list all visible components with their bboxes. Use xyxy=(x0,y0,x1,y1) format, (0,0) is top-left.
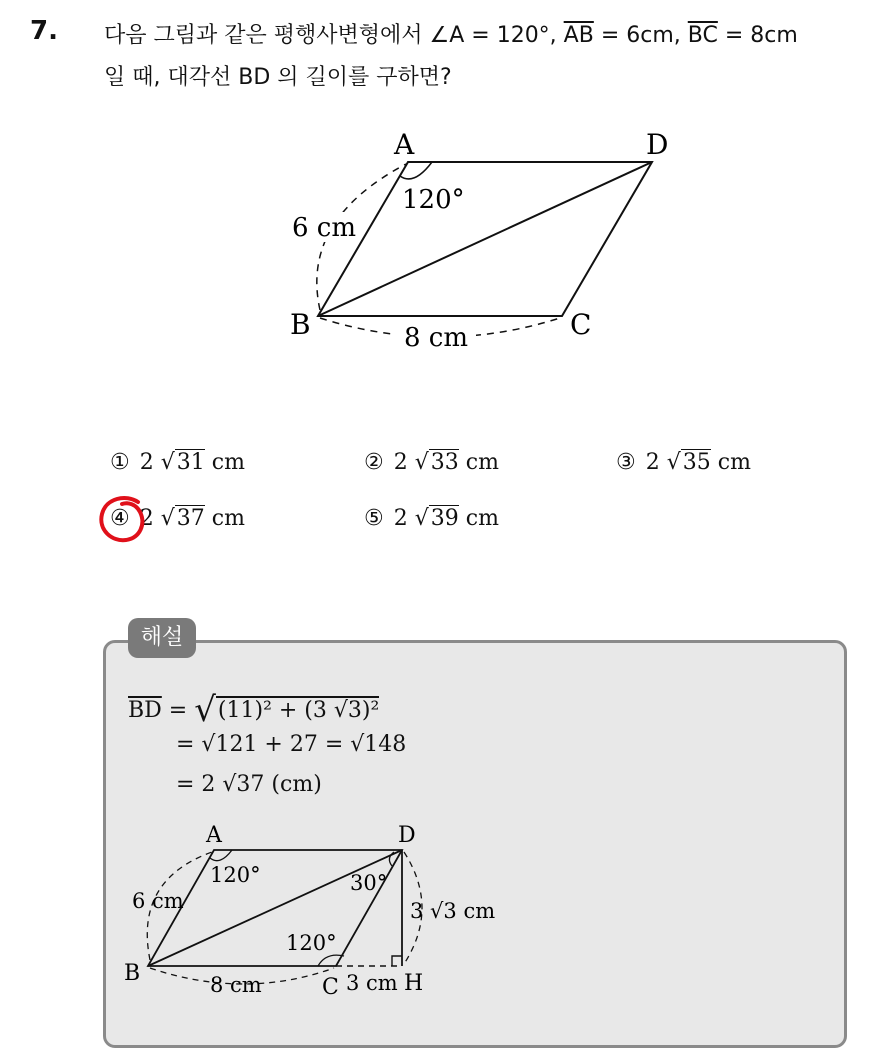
choice-5[interactable]: ⑤ 2 √39 cm xyxy=(364,506,499,531)
sol-vertex-h: H xyxy=(404,971,424,996)
choice-3[interactable]: ③ 2 √35 cm xyxy=(616,450,751,475)
choice-2[interactable]: ② 2 √33 cm xyxy=(364,450,499,475)
bc-value: = 8cm xyxy=(717,23,798,48)
choice-4[interactable]: ④ 2 √37 cm xyxy=(110,506,245,531)
ab-value: = 6cm, xyxy=(593,23,688,48)
question-prefix: 다음 그림과 같은 평행사변형에서 ∠A = 120°, xyxy=(104,23,564,48)
segment-ab: $\overline{AB}$ xyxy=(563,23,594,48)
side-bc-label: 8 cm xyxy=(404,323,469,353)
solution-badge: 해설 xyxy=(128,618,196,658)
vertex-b-label: B xyxy=(290,308,311,341)
solution-line-3: = 2 √37 (cm) xyxy=(176,772,322,797)
solution-line-1: $\overline{BD} = √(11)^2 + (3$ √3)² xyxy=(128,690,380,730)
solution-diagonal-bd xyxy=(148,850,402,966)
choice-marker: ⑤ xyxy=(364,506,384,531)
sol-vertex-b: B xyxy=(124,961,141,986)
sol-angle-c: 120° xyxy=(286,931,337,955)
choice-marker: ① xyxy=(110,450,130,475)
sol-angle-a: 120° xyxy=(210,863,261,887)
segment-bd: $\overline{BD}$ xyxy=(128,698,162,723)
vertex-d-label: D xyxy=(646,128,669,161)
sol-vertex-d: D xyxy=(398,823,416,848)
side-ab-label: 6 cm xyxy=(292,213,357,243)
choice-marker: ③ xyxy=(616,450,636,475)
sol-angle-d: 30° xyxy=(350,871,388,895)
angle-a-label: 120° xyxy=(402,185,465,215)
sol-side-ch: 3 cm xyxy=(346,971,398,995)
choice-1[interactable]: ① 2 √31 cm xyxy=(110,450,245,475)
solution-radical: (11)² + (3 √3)² xyxy=(217,698,380,723)
right-angle-h xyxy=(392,956,402,966)
sol-vertex-a: A xyxy=(206,823,222,848)
vertex-c-label: C xyxy=(570,308,592,341)
sol-side-dh: 3 √3 cm xyxy=(410,899,496,923)
solution-line-2: = √121 + 27 = √148 xyxy=(176,732,407,757)
segment-bc: $\overline{BC}$ xyxy=(687,23,718,48)
sol-vertex-c: C xyxy=(322,975,339,1000)
vertex-a-label: A xyxy=(394,128,415,161)
choice-marker: ② xyxy=(364,450,384,475)
sol-side-ab: 6 cm xyxy=(132,889,184,913)
question-number: 7. xyxy=(30,16,58,46)
sol-side-bc: 8 cm xyxy=(210,973,262,997)
question-line-2: 일 때, 대각선 BD 의 길이를 구하면? xyxy=(104,65,452,90)
choice-marker: ④ xyxy=(110,506,130,531)
